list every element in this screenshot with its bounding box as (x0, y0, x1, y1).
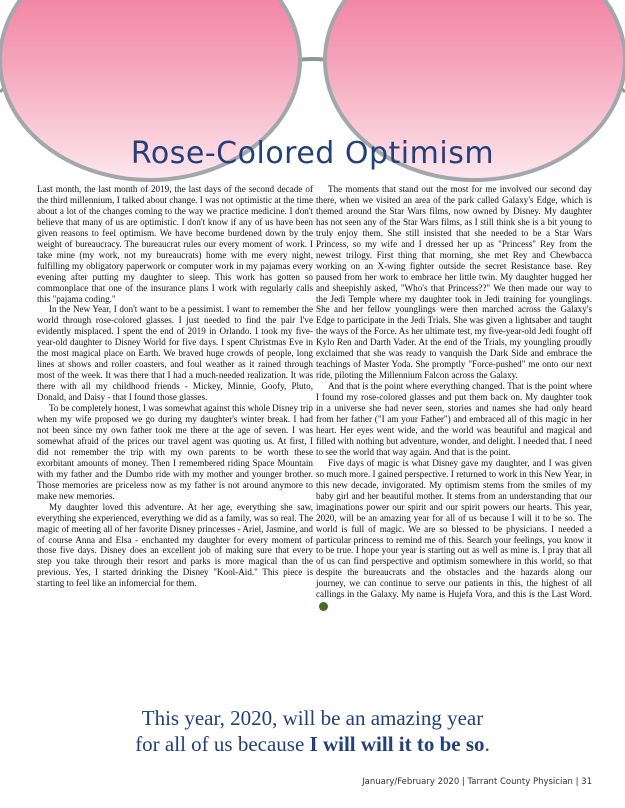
pull-quote-line-1: This year, 2020, will be an amazing year (141, 706, 484, 730)
end-mark-icon (319, 602, 328, 611)
paragraph: To be completely honest, I was somewhat against this whole Disney trip when my wife proposed we go during my daughter's winter break. I had not been since my own father took me there at the age of seven. I was somewhat afraid of the prices our travel agent was quoting us. At first, I did not remember the trip with my own parents to be worth these exorbitant amounts of money. Then I remembered riding Space Mountain with my father and the Dumbo ride with my mother and younger brother. Those memories are priceless now as my father is not around anymore to make new memories. (37, 403, 313, 501)
paragraph-text: Five days of magic is what Disney gave my daughter, and I was given so much more. I gained perspective. I returned to work in this New Year, in this new decade, invigorated. My optimism stems from the smiles of my baby girl and her beautiful mother. It stems from an understanding that our imaginations power our spirit and our spirit powers our hearts. This year, 2020, will be an amazing year for all of us because I will it to be so. The world is full of magic. We are so blessed to be physicians. I needed a particular princess to remind me of this. Search your feelings, you know it to be true. I hope your year is starting out as well as mine is. I pray that all of us can find perspective and optimism somewhere in this world, so that despite the bureaucrats and the obstacles and the hazards along our journey, we can continue to serve our patients in this, the highest of all callings in the Galaxy. My name is Hujefa Vora, and this is the Last Word. (316, 457, 592, 600)
paragraph: In the New Year, I don't want to be a pessimist. I want to remember the world through rose-colored glasses. I just needed to find the pair I've evidently misplaced. I spent the end of 2019 in Orlando. I took my five-year-old daughter to Disney World for five days. I spent Christmas Eve in the most magical place on Earth. We braved huge crowds of people, long lines at shows and roller coasters, and foul weather as it rained through most of the week. It was there that I had a much-needed realization. It was there with all my childhood friends - Mickey, Minnie, Goofy, Pluto, Donald, and Daisy - that I found those glasses. (37, 304, 313, 403)
paragraph-text: And that is the point where everything changed. That is the point where I found my rose-colored glasses and put them back on. My daughter took in a universe she had never seen, stories and names she had only heard from her father ("I am your Father") and embraced all of this magic in her heart. Her eyes went wide, and the world was beautiful and magical and filled with nothing but adventure, wonder, and delight. I needed that. I need to see the world that way again. And that is the point. (316, 381, 592, 457)
paragraph: The moments that stand out the most for me involved our second day there, when we visited an area of the park called Galaxy's Edge, which is themed around the Star Wars films, now owned by Disney. My daughter has not seen any of the Star Wars films, as I still think she is a bit young to truly enjoy them. She still insisted that she needed to be a Star Wars Princess, so my wife and I dressed her up as "Princess" Rey from the newest trilogy. First thing that morning, she met Rey and Chewbacca working on an X-wing fighter outside the secret Resistance base. Rey paused from her work to embrace her little twin. My daughter hugged her and sheepishly asked, "Who's that Princess??" We then made our way to the Jedi Temple where my daughter took in Jedi training for younglings. She and her fellow younglings were then marched across the Galaxy's Edge to participate in the Jedi Trials. She was given a lightsaber and taught the ways of the Force. As her ultimate test, my five-year-old Jedi fought off Kylo Ren and Darth Vader. At the end of the Trials, my youngling proudly exclaimed that she was ready to vanquish the Dark Side and embrace the teachings of Master Yoda. She promptly "Force-pushed" me onto our next ride, piloting the Millennium Falcon across the Galaxy. (316, 184, 592, 381)
left-column (37, 184, 313, 589)
paragraph: Last month, the last month of 2019, the last days of the second decade of the third millennium, I talked about change. I was not optimistic at the time about a lot of the changes coming to the way we practice medicine. I don't believe that many of us are optimistic. I don't know if any of us have been given reasons to feel optimism. We have become burdened down by the weight of bureaucracy. The bureaucrat rules our every moment of work. I take mine (my work, not my bureaucrats) home with me every night, fulfilling my obligatory paperwork or computer work in my pajamas every evening after putting my daughter to sleep. This work has gotten so commonplace that one of the insurance plans I work with regularly calls this "pajama coding." (37, 184, 313, 304)
pull-quote-bold: I will will it to be so (309, 732, 485, 756)
pull-quote (0, 705, 625, 757)
paragraph (316, 458, 592, 611)
pull-quote-end: . (484, 732, 490, 756)
pull-quote-plain: for all of us because (135, 732, 310, 756)
article-title: Rose-Colored Optimism (130, 136, 495, 171)
paragraph (316, 381, 592, 458)
right-column (316, 184, 592, 611)
paragraph: My daughter loved this adventure. At her age, everything she saw, everything she experienced, everything we did as a family, was so real. The magic of meeting all of her favorite Disney princesses - Ariel, Jasmine, and of course Anna and Elsa - enchanted my daughter for every moment of those five days. Disney does an excellent job of making sure that every step you take through their resort and parks is more magical than the previous. Yes, I started drinking the Disney "Kool-Aid." This piece is starting to feel like an infomercial for them. (37, 501, 313, 589)
page-footer: January/February 2020 | Tarrant County Physician | 31 (362, 777, 592, 787)
pull-quote-line-2 (0, 731, 625, 757)
